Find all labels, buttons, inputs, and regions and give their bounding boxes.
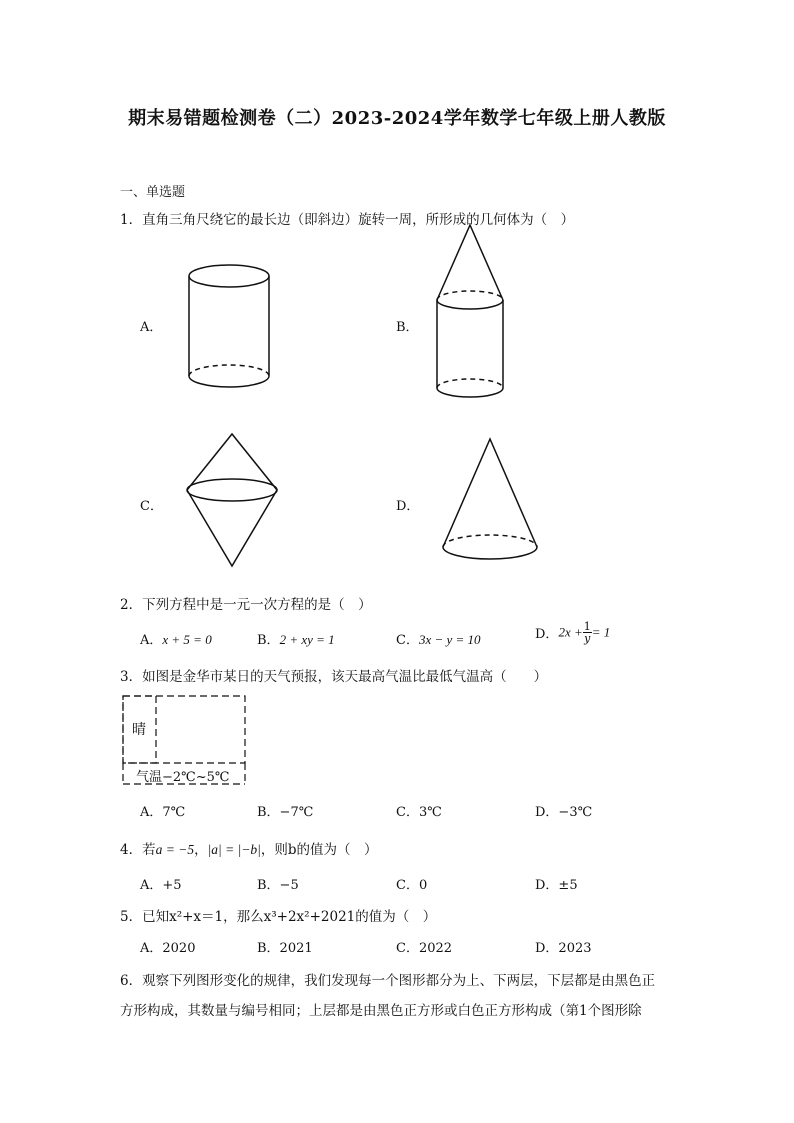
q1-option-c-label: C． (140, 499, 163, 514)
q4-option-c: C．0 (396, 878, 428, 893)
q2-option-d-expr-pre: 2x + (558, 624, 583, 640)
q2-option-d (535, 621, 610, 644)
cylinder-figure (186, 262, 276, 392)
q5-option-a: A．2020 (140, 941, 196, 956)
q1-option-a-label: A． (140, 320, 163, 335)
question-6-line-2: 方形构成，其数量与编号相同；上层都是由黑色正方形或白色正方形构成（第1个图形除 (120, 1003, 642, 1019)
question-4-stem (120, 838, 378, 858)
q3-option-a: A．7℃ (140, 805, 186, 820)
q2-option-d-denominator: y (584, 632, 591, 645)
q4-stem-pre: 4．若 (120, 842, 156, 858)
q5-option-b: B．2021 (257, 941, 313, 956)
double-cone-figure (184, 432, 284, 568)
q4-condition-abs: |a| = |−b| (207, 842, 261, 857)
question-2-stem: 2．下列方程中是一元一次方程的是（ ） (120, 597, 372, 613)
question-5-stem: 5．已知x²+x＝1，那么x³+2x²+2021的值为（ ） (120, 909, 437, 925)
q2-option-c-expr: 3x − y = 10 (418, 632, 481, 647)
q3-option-b: B．−7℃ (257, 805, 314, 820)
q3-option-c: C．3℃ (396, 805, 442, 820)
q2-option-b-expr: 2 + xy = 1 (279, 632, 335, 647)
q2-option-d-fraction (583, 621, 592, 644)
q4-option-b: B．−5 (257, 878, 299, 893)
question-3-stem: 3．如图是金华市某日的天气预报，该天最高气温比最低气温高（ ） (120, 669, 548, 685)
question-6-line-1: 6．观察下列图形变化的规律，我们发现每一个图形都分为上、下两层，下层都是由黑色正 (120, 973, 656, 989)
q4-stem-post: ，则b的值为（ ） (260, 842, 378, 858)
q2-option-d-numerator: 1 (583, 620, 591, 633)
weather-temperature: 气温−2℃~5℃ (136, 770, 230, 785)
cone-on-cylinder-figure (435, 222, 510, 402)
q1-option-b-label: B． (396, 320, 419, 335)
q4-condition-a: a = −5 (155, 842, 195, 857)
section-heading-single-choice: 一、单选题 (120, 185, 186, 200)
q5-option-d: D．2023 (535, 941, 592, 956)
cone-figure (440, 437, 540, 563)
q2-option-d-expr-post: = 1 (591, 624, 611, 640)
q2-option-c (396, 629, 481, 648)
weather-sunny-label: 晴 (132, 722, 146, 738)
q3-option-d: D．−3℃ (535, 805, 593, 820)
q2-option-a-label: A． (140, 633, 163, 648)
q2-option-c-label: C． (396, 633, 419, 648)
q2-option-d-label: D． (535, 627, 559, 642)
q4-option-a: A．+5 (140, 878, 182, 893)
q4-stem-mid: ， (194, 842, 208, 858)
q1-option-d-label: D． (396, 499, 420, 514)
q2-option-a (140, 629, 212, 648)
q5-option-c: C．2022 (396, 941, 453, 956)
q2-option-a-expr: x + 5 = 0 (162, 632, 212, 647)
page-title: 期末易错题检测卷（二）2023-2024学年数学七年级上册人教版 (128, 108, 666, 129)
q4-option-d: D．±5 (535, 878, 578, 893)
q2-option-b (257, 629, 335, 648)
q2-option-b-label: B． (257, 633, 280, 648)
question-1-stem: 1．直角三角尺绕它的最长边（即斜边）旋转一周，所形成的几何体为（ ） (120, 212, 575, 228)
